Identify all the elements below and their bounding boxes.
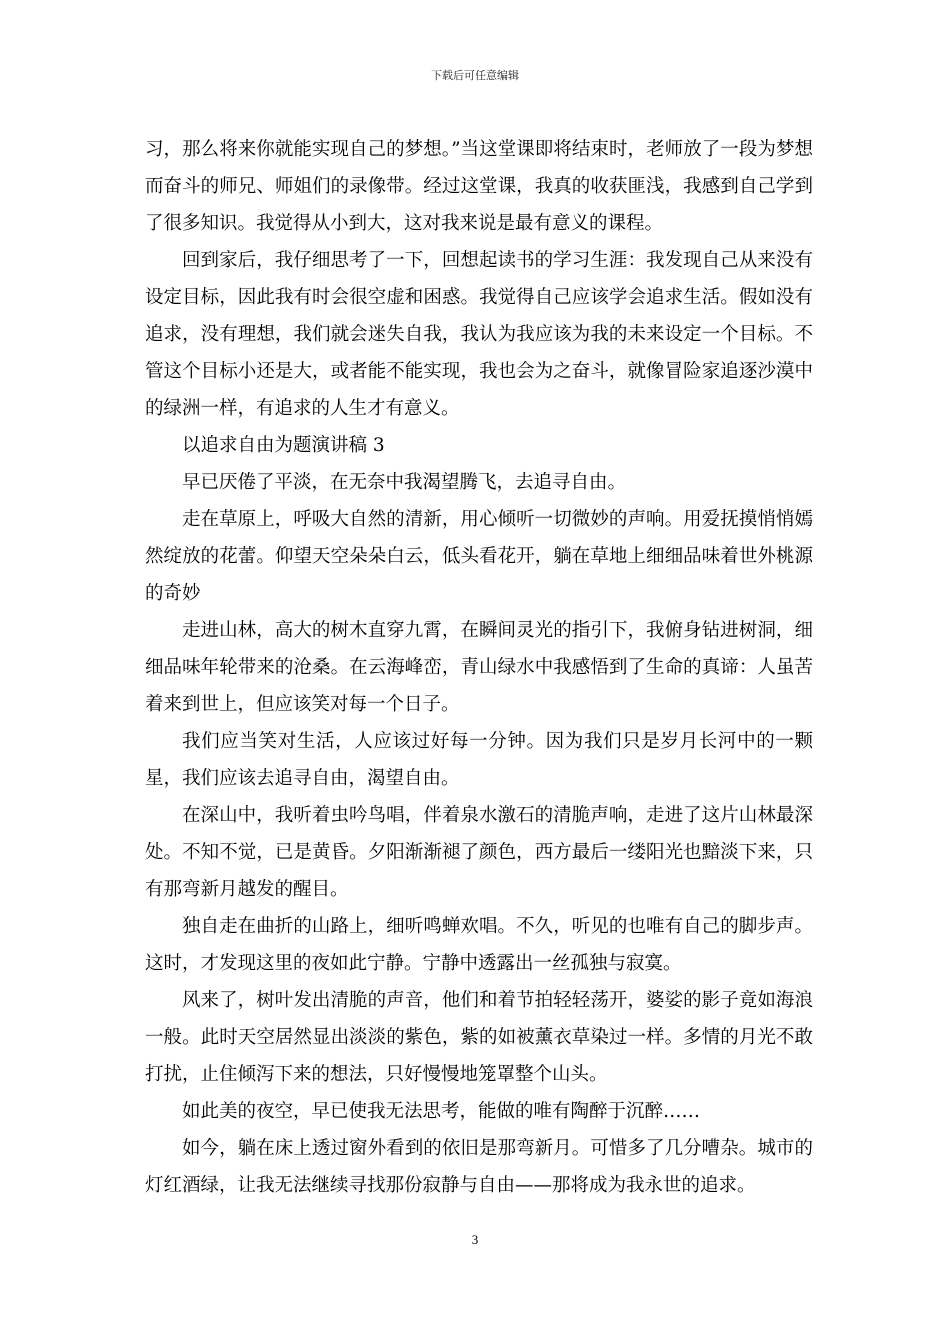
section-heading: 以追求自由为题演讲稿 3: [182, 435, 385, 456]
paragraph: 走在草原上，呼吸大自然的清新，用心倾听一切微妙的声响。用爱抚摸悄悄嫣然绽放的花蕾。仰望天空朵朵白云，低头看花开，躺在草地上细细品味着世外桃源的奇妙: [145, 509, 813, 604]
paragraph: 在深山中，我听着虫吟鸟唱，伴着泉水激石的清脆声响，走进了这片山林最深处。不知不觉，已是黄昏。夕阳渐渐褪了颜色，西方最后一缕阳光也黯淡下来，只有那弯新月越发的醒目。: [145, 805, 813, 900]
document-body: [145, 131, 813, 1204]
paragraph: 风来了，树叶发出清脆的声音，他们和着节拍轻轻荡开，婆娑的影子竟如海浪一般。此时天空居然显出淡淡的紫色，紫的如被薰衣草染过一样。多情的月光不敢打扰，止住倾泻下来的想法，只好慢慢地笼罩整个山头。: [145, 990, 813, 1085]
paragraph: 我们应当笑对生活，人应该过好每一分钟。因为我们只是岁月长河中的一颗星，我们应该去追寻自由，渴望自由。: [145, 731, 813, 789]
paragraph: 习，那么将来你就能实现自己的梦想。”当这堂课即将结束时，老师放了一段为梦想而奋斗的师兄、师姐们的录像带。经过这堂课，我真的收获匪浅，我感到自己学到了很多知识。我觉得从小到大，这对我来说是最有意义的课程。: [145, 139, 813, 234]
paragraph: 如此美的夜空，早已使我无法思考，能做的唯有陶醉于沉醉……: [182, 1101, 701, 1122]
paragraph: 回到家后，我仔细思考了一下，回想起读书的学习生涯：我发现自己从来没有设定目标，因此我有时会很空虚和困惑。我觉得自己应该学会追求生活。假如没有追求，没有理想，我们就会迷失自我，我认为我应该为我的未来设定一个目标。不管这个目标小还是大，或者能不能实现，我也会为之奋斗，就像冒险家追逐沙漠中的绿洲一样，有追求的人生才有意义。: [145, 250, 813, 419]
page-header: 下载后可任意编辑: [431, 69, 519, 82]
page-number: 3: [471, 1232, 479, 1247]
paragraph: 早已厌倦了平淡，在无奈中我渴望腾飞，去追寻自由。: [182, 472, 627, 493]
paragraph: 如今，躺在床上透过窗外看到的依旧是那弯新月。可惜多了几分嘈杂。城市的灯红酒绿，让我无法继续寻找那份寂静与自由——那将成为我永世的追求。: [145, 1138, 813, 1196]
paragraph: 独自走在曲折的山路上，细听鸣蝉欢唱。不久，听见的也唯有自己的脚步声。这时，才发现这里的夜如此宁静。宁静中透露出一丝孤独与寂寞。: [145, 916, 813, 974]
paragraph: 走进山林，高大的树木直穿九霄，在瞬间灵光的指引下，我俯身钻进树洞，细细品味年轮带来的沧桑。在云海峰峦，青山绿水中我感悟到了生命的真谛：人虽苦着来到世上，但应该笑对每一个日子。: [145, 620, 813, 715]
